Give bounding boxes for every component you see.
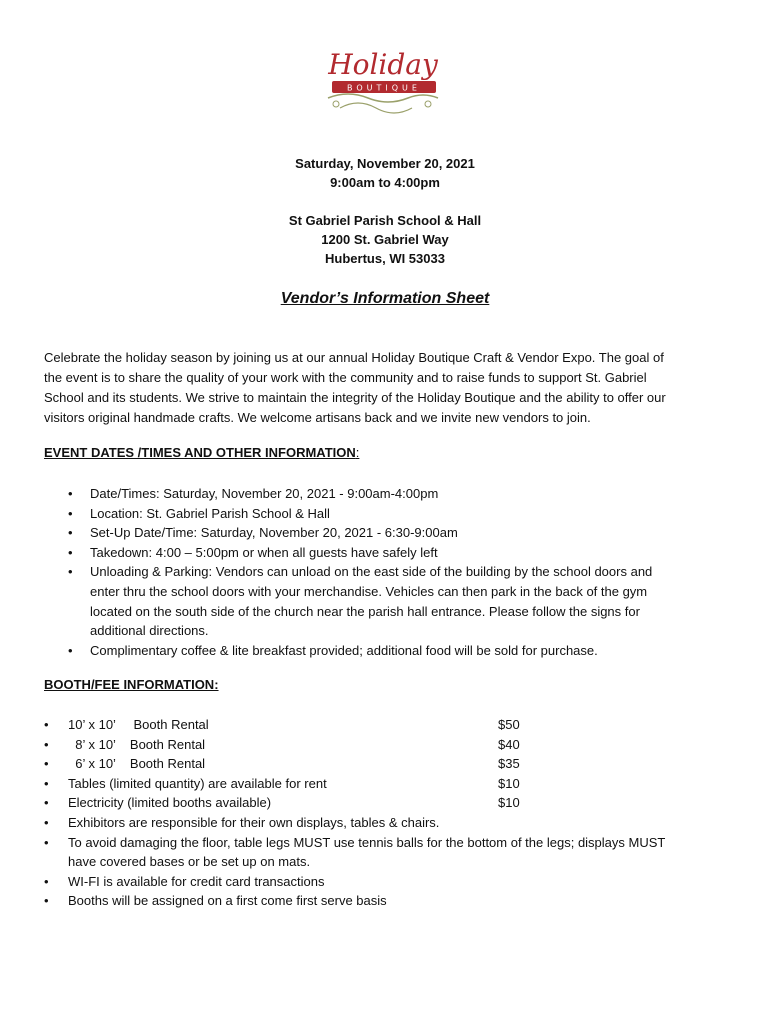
list-item [68,484,730,504]
booth-fee-list [44,715,738,911]
event-info-list [68,484,730,660]
item-text: WI-FI is available for credit card transactions [68,873,325,889]
fee-row [44,735,738,755]
list-item [68,543,730,563]
bullet-icon: • [44,814,49,830]
bullet-icon: • [44,736,49,752]
page-title: Vendor’s Information Sheet [280,290,490,307]
bullet-icon: • [68,544,73,560]
venue-city: Hubertus, WI 53033 [325,251,445,266]
intro-line: Celebrate the holiday season by joining us at our annual Holiday Boutique Craft & Vendor Expo. The goal of [44,350,664,365]
item-text: Set-Up Date/Time: Saturday, November 20, 2021 - 6:30-9:00am [90,525,458,541]
fee-price: $35 [498,756,520,772]
bullet-icon: • [44,775,49,791]
item-text: To avoid damaging the floor, table legs MUST use tennis balls for the bottom of the legs; displays MUST [68,834,666,850]
fee-row [44,774,738,794]
logo-word: Holiday [328,48,438,81]
fee-row [44,754,738,774]
item-text: Exhibitors are responsible for their own displays, tables & chairs. [68,814,440,830]
list-item [68,523,730,543]
logo-sub: BOUTIQUE [347,83,421,93]
list-item [44,872,738,892]
fee-label: 6’ x 10’ Booth Rental [68,756,206,772]
item-text: located on the south side of the church near the parish hall entrance. Please follow the signs for [90,603,640,619]
item-text: Complimentary coffee & lite breakfast provided; additional food will be sold for purchase. [90,642,598,658]
intro-line: visitors original handmade crafts. We welcome artisans back and we invite new vendors to join. [44,410,591,425]
list-item [44,813,738,833]
logo-graphic [318,38,448,118]
item-text: enter thru the school doors with your merchandise. Vehicles can then park in the back of the gym [90,583,648,599]
list-item [44,833,738,872]
item-text: Date/Times: Saturday, November 20, 2021 - 9:00am-4:00pm [90,486,439,501]
bullet-icon: • [44,834,49,850]
fee-label: 8’ x 10’ Booth Rental [68,736,206,752]
intro-paragraph [44,348,734,428]
bullet-icon: • [68,525,73,541]
bullet-icon: • [68,564,73,580]
bullet-icon: • [68,486,73,501]
item-text: Location: St. Gabriel Parish School & Hall [90,505,330,521]
item-text: Takedown: 4:00 – 5:00pm or when all guests have safely left [90,544,438,560]
fee-label: Tables (limited quantity) are available for rent [68,775,327,791]
intro-line: School and its students. We strive to maintain the integrity of the Holiday Boutique and the ability to offer our [44,390,666,405]
item-text: have covered bases or be set up on mats. [68,854,311,870]
fee-row [44,715,738,735]
event-heading-text: EVENT DATES /TIMES AND OTHER INFORMATION [44,445,356,460]
bullet-icon: • [44,873,49,889]
bullet-icon: • [44,756,49,772]
bullet-icon: • [44,795,49,811]
fee-label: Electricity (limited booths available) [68,795,272,811]
venue-name: St Gabriel Parish School & Hall [288,213,482,228]
item-text: Booths will be assigned on a first come first serve basis [68,893,387,909]
list-item [68,641,730,661]
fee-row [44,793,738,813]
list-item [68,562,730,640]
event-date: Saturday, November 20, 2021 [295,156,475,171]
bullet-icon: • [44,717,49,732]
intro-line: the event is to share the quality of your work with the community and to raise funds to support St. Gabriel [44,370,647,385]
fee-label: 10’ x 10’ Booth Rental [68,717,209,732]
event-heading-colon: : [355,445,360,460]
bullet-icon: • [44,893,49,909]
item-text: additional directions. [90,623,209,639]
venue-street: 1200 St. Gabriel Way [321,232,449,247]
event-section-heading [44,445,359,460]
fee-price: $10 [498,775,520,791]
fee-price: $10 [498,795,520,811]
event-time: 9:00am to 4:00pm [330,175,440,190]
holiday-boutique-logo [318,38,448,118]
booth-section-heading: BOOTH/FEE INFORMATION: [44,677,219,692]
list-item [68,504,730,524]
item-text: Unloading & Parking: Vendors can unload on the east side of the building by the school doors and [90,564,653,580]
fee-price: $50 [498,717,520,732]
event-header [0,154,770,192]
fee-price: $40 [498,736,520,752]
bullet-icon: • [68,642,73,658]
list-item [44,891,738,911]
bullet-icon: • [68,505,73,521]
venue-address [0,211,770,268]
